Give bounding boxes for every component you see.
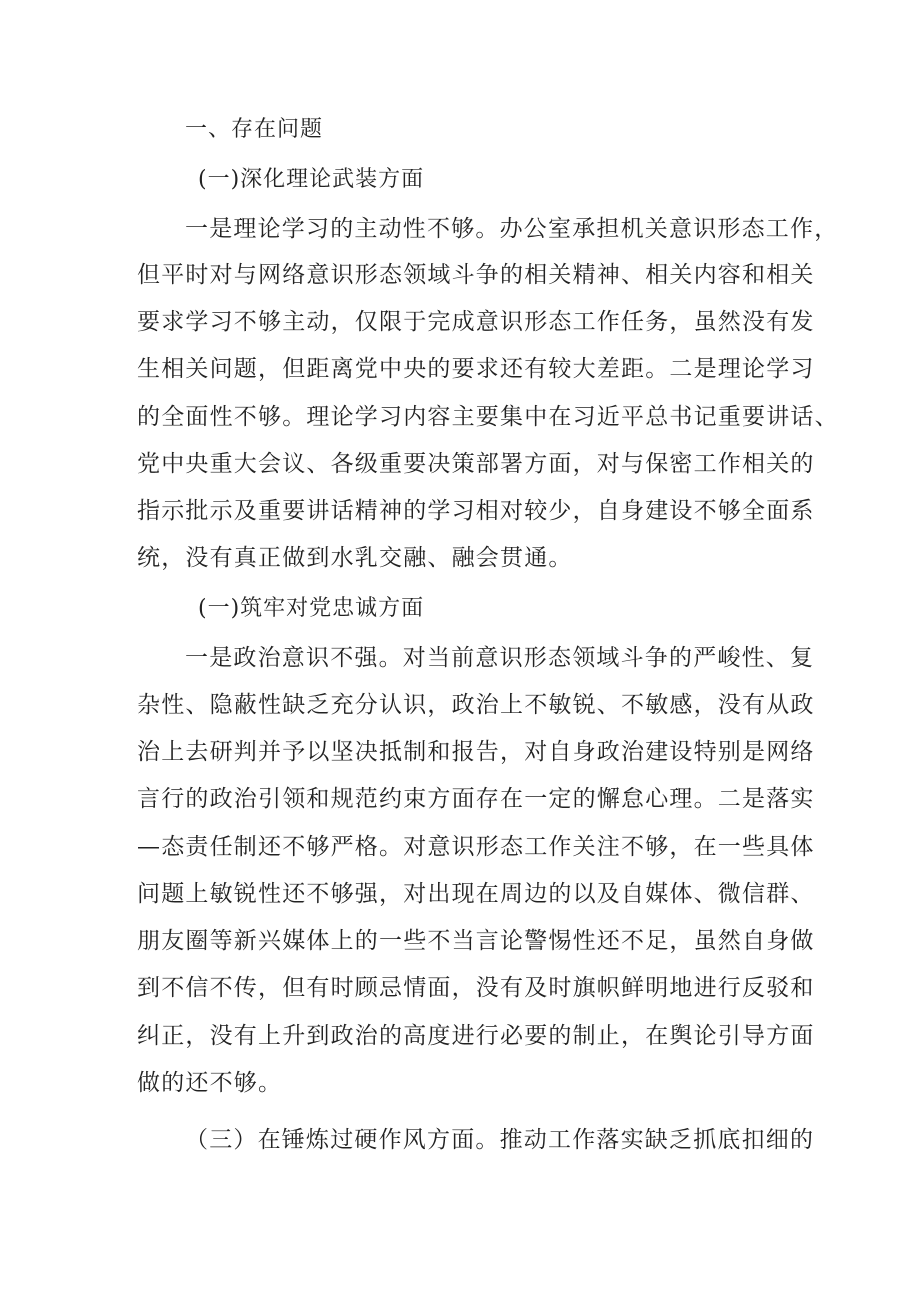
paragraph-line: 指示批示及重要讲话精神的学习相对较少，自身建设不够全面系 [137, 498, 815, 524]
paragraph-line: 治上去研判并予以坚决抵制和报告，对自身政治建设特别是网络 [137, 739, 815, 765]
heading-existing-problems: 一、存在问题 [185, 117, 324, 142]
section-heading-loyalty: (一)筑牢对党忠诚方面 [198, 596, 425, 621]
paragraph-line: 言行的政治引领和规范约束方面存在一定的懈怠心理。二是落实 [137, 786, 815, 812]
paragraph-line: 但平时对与网络意识形态领域斗争的相关精神、相关内容和相关 [137, 262, 815, 288]
paragraph-line: 的全面性不够。理论学习内容主要集中在习近平总书记重要讲话、 [137, 404, 839, 430]
paragraph-line: 要求学习不够主动，仅限于完成意识形态工作任务，虽然没有发 [137, 309, 815, 335]
paragraph-line: 到不信不传，但有时顾忌情面，没有及时旗帜鲜明地进行反驳和 [137, 975, 815, 1001]
section-heading-theory: (一)深化理论武装方面 [198, 167, 425, 192]
paragraph-line: 一是理论学习的主动性不够。办公室承担机关意识形态工作， [185, 216, 839, 242]
section-heading-work-style: （三）在锤炼过硬作风方面。推动工作落实缺乏抓底扣细的 [185, 1127, 815, 1153]
paragraph-line: 问题上敏锐性还不够强，对出现在周边的以及自媒体、微信群、 [137, 881, 815, 907]
paragraph-line: —态责任制还不够严格。对意识形态工作关注不够，在一些具体 [137, 834, 815, 860]
paragraph-line: 朋友圈等新兴媒体上的一些不当言论警惕性还不足，虽然自身做 [137, 928, 815, 954]
paragraph-line: 杂性、隐蔽性缺乏充分认识，政治上不敏锐、不敏感，没有从政 [137, 692, 815, 718]
paragraph-line: 一是政治意识不强。对当前意识形态领域斗争的严峻性、复 [185, 645, 815, 671]
paragraph-line: 纠正，没有上升到政治的高度进行必要的制止，在舆论引导方面 [137, 1023, 815, 1049]
paragraph-line: 生相关问题，但距离党中央的要求还有较大差距。二是理论学习 [137, 356, 815, 382]
paragraph-line: 统，没有真正做到水乳交融、融会贯通。 [137, 545, 573, 571]
paragraph-line: 党中央重大会议、各级重要决策部署方面，对与保密工作相关的 [137, 451, 815, 477]
paragraph-line: 做的还不够。 [137, 1070, 283, 1096]
